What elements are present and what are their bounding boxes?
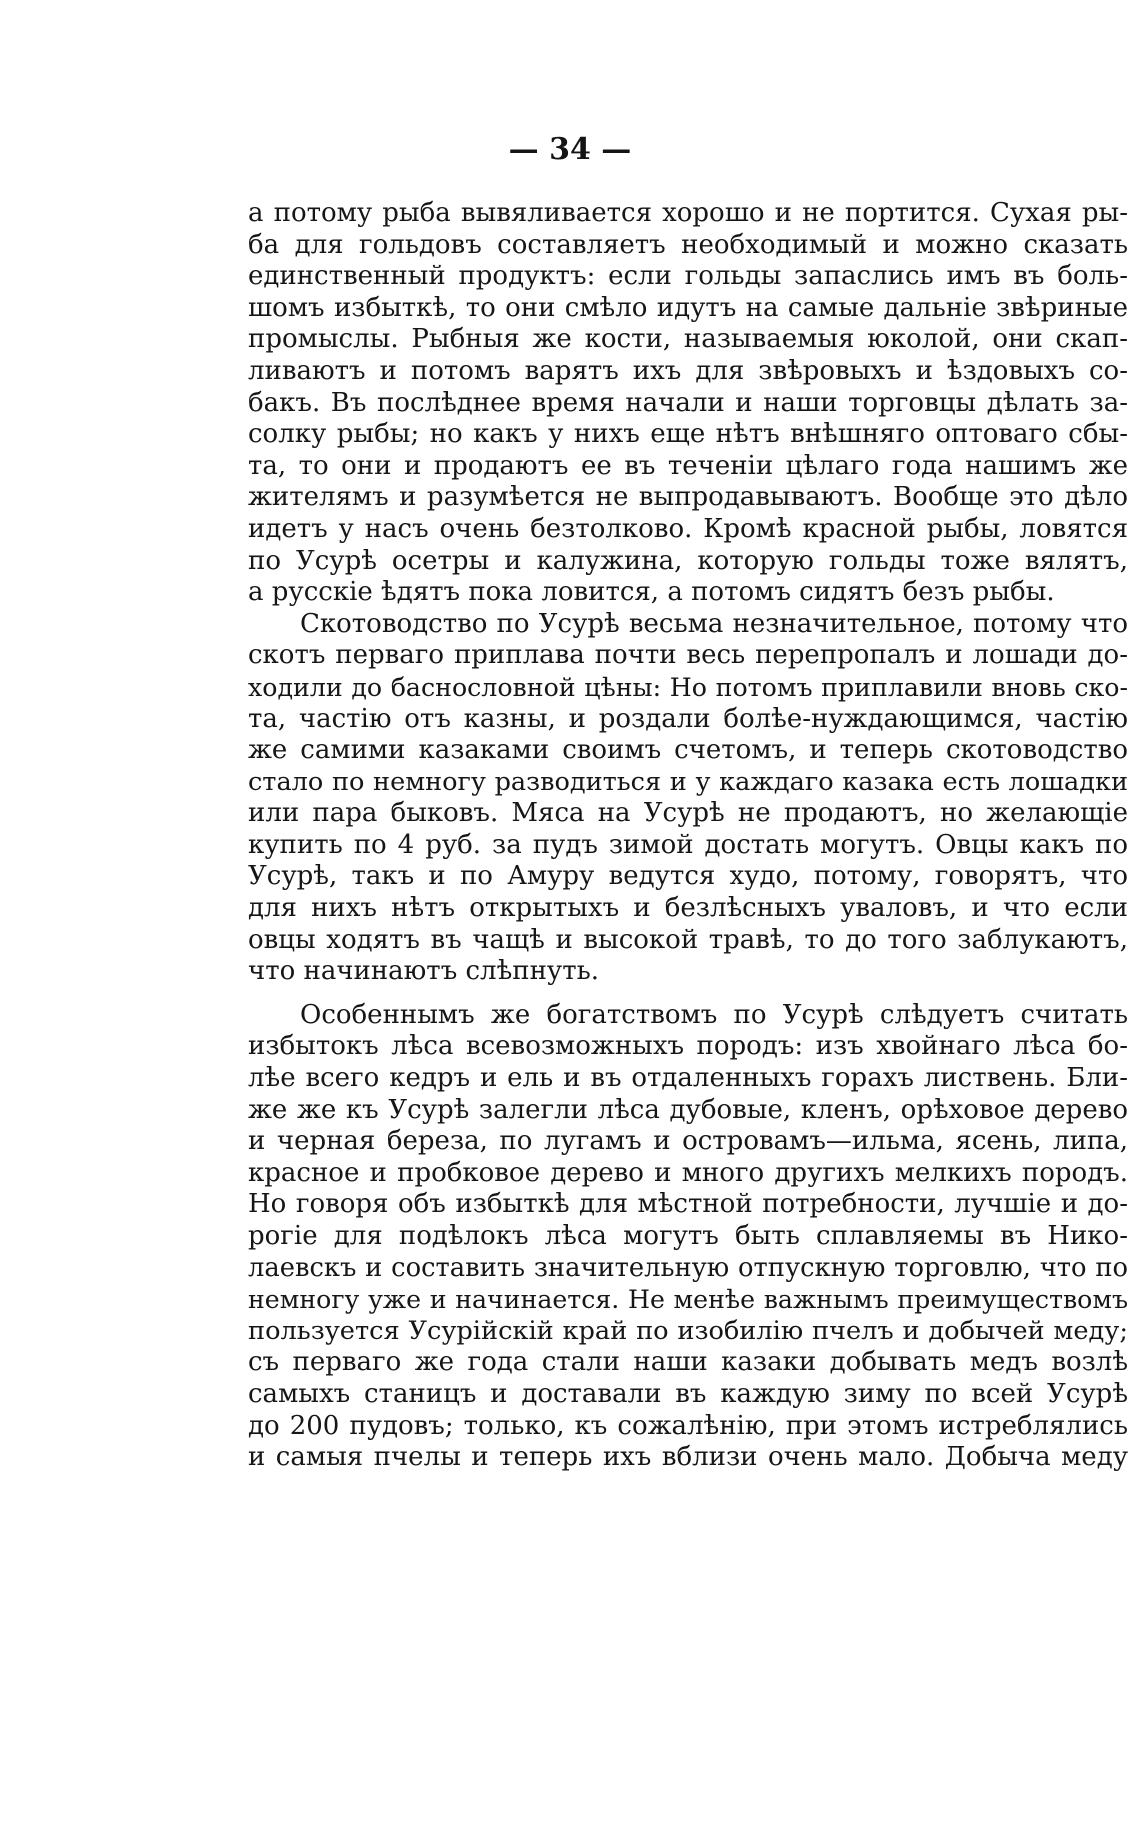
text-line: избытокъ лѣса всевозможныхъ породъ: изъ хвойнаго лѣса бо-	[248, 1031, 1128, 1062]
text-line: солку рыбы; но какъ у нихъ еще нѣтъ внѣшняго оптоваго сбы-	[248, 419, 1128, 450]
text-line: ба для гольдовъ составляетъ необходимый и можно сказать	[248, 229, 1128, 260]
text-line: самыхъ станицъ и доставали въ каждую зиму по всей Усурѣ	[248, 1378, 1128, 1409]
text-line: а русскіе ѣдятъ пока ловится, а потомъ сидятъ безъ рыбы.	[248, 577, 1055, 608]
text-line: для нихъ нѣтъ открытыхъ и безлѣсныхъ уваловъ, и что если	[248, 893, 1128, 924]
text-line: та, частію отъ казны, и роздали болѣе-нуждающимся, частію	[248, 703, 1128, 734]
text-line: что начинаютъ слѣпнуть.	[248, 956, 600, 987]
text-line: немногу уже и начинается. Не менѣе важнымъ преимуществомъ	[248, 1285, 1128, 1315]
paragraph-3	[248, 1000, 1128, 1474]
text-line: бакъ. Въ послѣднее время начали и наши торговцы дѣлать за-	[248, 387, 1128, 418]
text-line: жителямъ и разумѣется не выпродавываютъ. Вообще это дѣло	[248, 482, 1128, 513]
text-line: до 200 пудовъ; только, къ сожалѣнію, при этомъ истреблялись	[248, 1410, 1128, 1441]
text-line: лаевскъ и составить значительную отпускную торговлю, что по	[248, 1252, 1128, 1283]
text-line: лѣе всего кедръ и ель и въ отдаленныхъ горахъ листвень. Бли-	[248, 1063, 1128, 1094]
text-line: скотъ перваго приплава почти весь перепропалъ и лошади до-	[248, 640, 1128, 671]
text-line: пользуется Усурійскій край по изобилію пчелъ и добычей меду;	[248, 1315, 1128, 1346]
text-line: та, то они и продаютъ ее въ теченіи цѣлаго года нашимъ же	[248, 450, 1128, 481]
body-text	[248, 198, 1128, 1474]
paragraph-2	[248, 609, 1128, 988]
text-line: и самыя пчелы и теперь ихъ вблизи очень мало. Добыча меду	[248, 1442, 1128, 1473]
text-line: единственный продуктъ: если гольды запаслись имъ въ боль-	[248, 261, 1128, 292]
text-line: овцы ходятъ въ чащѣ и высокой травѣ, то до того заблукаютъ,	[248, 924, 1128, 955]
paragraph-1	[248, 198, 1128, 609]
text-line: купить по 4 руб. за пудъ зимой достать могутъ. Овцы какъ по	[248, 829, 1128, 860]
text-line: съ перваго же года стали наши казаки добывать медъ возлѣ	[248, 1347, 1128, 1378]
text-line: стало по немногу разводиться и у каждаго казака есть лошадки	[248, 766, 1128, 797]
text-line: идетъ у насъ очень безтолково. Кромѣ красной рыбы, ловятся	[248, 513, 1128, 544]
text-line: промыслы. Рыбныя же кости, называемыя юколой, они скап-	[248, 324, 1128, 355]
page-number: — 34 —	[508, 132, 632, 167]
text-line: Особеннымъ же богатствомъ по Усурѣ слѣдуетъ считать	[300, 999, 1128, 1030]
text-line: а потому рыба вывяливается хорошо и не портится. Сухая ры-	[248, 198, 1128, 228]
text-line: же же къ Усурѣ залегли лѣса дубовые, кленъ, орѣховое дерево	[248, 1094, 1128, 1125]
text-line: рогіе для подѣлокъ лѣса могутъ быть сплавляемы въ Нико-	[248, 1221, 1128, 1251]
text-line: и черная береза, по лугамъ и островамъ—ильма, ясень, липа,	[248, 1126, 1128, 1157]
paragraph-gap	[248, 988, 1128, 1000]
text-line: Но говоря объ избыткѣ для мѣстной потребности, лучшіе и до-	[248, 1189, 1128, 1220]
text-line: Усурѣ, такъ и по Амуру ведутся худо, потому, говорятъ, что	[248, 861, 1128, 892]
text-line: по Усурѣ осетры и калужина, которую гольды тоже вялятъ,	[248, 545, 1128, 576]
text-line: шомъ избыткѣ, то они смѣло идутъ на самые дальніе звѣриные	[248, 292, 1128, 323]
text-line: же самими казаками своимъ счетомъ, и теперь скотоводство	[248, 735, 1128, 766]
text-line: или пара быковъ. Мяса на Усурѣ не продаютъ, но желающіе	[248, 798, 1128, 829]
text-line: ходили до баснословной цѣны: Но потомъ приплавили вновь ско-	[248, 672, 1128, 702]
text-line: Скотоводство по Усурѣ весьма незначительное, потому что	[300, 608, 1128, 639]
text-line: ливаютъ и потомъ варятъ ихъ для звѣровыхъ и ѣздовыхъ со-	[248, 355, 1128, 386]
text-line: красное и пробковое дерево и много другихъ мелкихъ породъ.	[248, 1157, 1128, 1188]
